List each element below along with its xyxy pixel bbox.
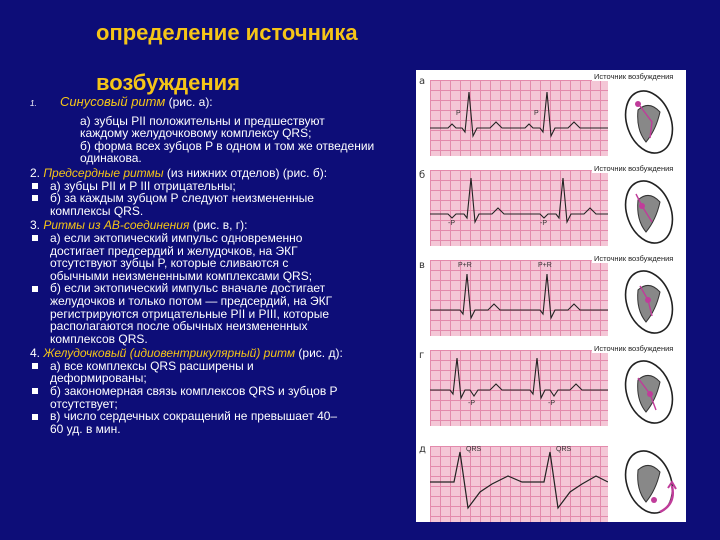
wave-marker: P+R (458, 262, 472, 269)
ecg-strip-d (416, 340, 686, 430)
section-1-heading (30, 96, 410, 111)
ecg-strip-e (416, 430, 686, 520)
s1-a-line1: а) зубцы PII положительны и предшествуют (80, 113, 325, 128)
s2-b-text: б) за каждым зубцом P следуют неизмененные (50, 191, 314, 206)
section-2-number: 2. (30, 165, 41, 180)
section-2-ref: (из нижних отделов) (рис. б): (163, 165, 328, 180)
wave-marker: P+R (538, 262, 552, 269)
source-label: Источник возбуждения (594, 254, 674, 263)
wave-marker: P (534, 110, 539, 117)
ecg-trace-image (430, 260, 608, 336)
s4-c-text: в) число сердечных сокращений не превышает 40– (50, 409, 338, 424)
s1-a-line2: каждому желудочковому комплексу QRS; (80, 126, 312, 141)
wave-marker: QRS (466, 446, 482, 453)
wave-marker: QRS (556, 446, 572, 453)
heart-diagram-icon (616, 442, 682, 518)
s4-c-line2: 60 уд. в мин. (50, 421, 121, 436)
section-3-ref: (рис. в, г): (189, 218, 248, 233)
bullet-icon (32, 286, 38, 292)
s4-a-line2: деформированы; (50, 371, 147, 386)
heart-diagram-icon (616, 82, 682, 158)
section-4-title: Желудочковый (идиовентрикулярный) ритм (43, 346, 296, 361)
title-line-1: определение источника (96, 20, 358, 45)
ecg-strip-a (416, 70, 686, 160)
strip-label: а (419, 76, 426, 87)
bullet-icon (32, 388, 38, 394)
strip-label: д (419, 444, 426, 455)
s3-b-text: б) если эктопический импульс вначале достигает (50, 281, 326, 296)
s4-b (30, 385, 410, 398)
bullet-icon (32, 195, 38, 201)
section-1-title: Синусовый ритм (60, 94, 166, 109)
s1-b-line1: б) форма всех зубцов P в одном и том же отведении (80, 138, 375, 153)
ecg-strip-c (416, 250, 686, 340)
s3-a-line2: достигает предсердий и желудочков, на ЭКГ (50, 243, 298, 258)
bullet-icon (32, 363, 38, 369)
wave-marker: -P (468, 400, 475, 407)
strip-label: б (419, 170, 426, 181)
slide-title (96, 8, 416, 108)
bullet-icon (32, 235, 38, 241)
wave-marker: -P (540, 220, 547, 227)
section-3-number: 3. (30, 218, 41, 233)
title-line-2: возбуждения (96, 70, 241, 95)
s3-a-text: а) если эктопический импульс одновременно (50, 230, 303, 245)
s4-c (30, 410, 410, 423)
bullet-icon (32, 414, 38, 420)
ecg-trace-image (430, 170, 608, 246)
section-2-title: Предсердные ритмы (43, 165, 164, 180)
ecg-figure (416, 70, 686, 522)
strip-label: в (419, 260, 425, 271)
wave-marker: P (456, 110, 461, 117)
wave-marker: -P (548, 400, 555, 407)
ecg-strip-b (416, 160, 686, 250)
heart-diagram-icon (616, 352, 682, 428)
s3-a-line3: отсутствуют зубцы P, которые сливаются с (50, 256, 289, 271)
s3-b-line3: регистрируются отрицательные PII и PIII, которые (50, 306, 330, 321)
s3-a-line4: обычными неизмененными комплексами QRS; (50, 268, 313, 283)
source-label: Источник возбуждения (594, 164, 674, 173)
s2-b (30, 192, 410, 205)
section-1-ref: (рис. а): (165, 95, 213, 109)
s4-a-text: а) все комплексы QRS расширены и (50, 358, 254, 373)
s4-b-text: б) закономерная связь комплексов QRS и зубцов P (50, 384, 338, 399)
heart-diagram-icon (616, 262, 682, 338)
s3-b-line2: желудочков и только потом — предсердий, на ЭКГ (50, 293, 333, 308)
source-label: Источник возбуждения (594, 344, 674, 353)
ecg-trace-image (430, 80, 608, 156)
heart-diagram-icon (616, 172, 682, 248)
ecg-trace-image (430, 350, 608, 426)
s1-b-line2: одинакова. (80, 151, 142, 166)
s2-a-text: а) зубцы PII и P III отрицательны; (50, 178, 236, 193)
section-3-title: Ритмы из АВ-соединения (43, 218, 190, 233)
source-label: Источник возбуждения (594, 72, 674, 81)
s2-b-line2: комплексы QRS. (50, 203, 144, 218)
s3-a (30, 232, 410, 245)
ecg-trace-image (430, 446, 608, 522)
section-4-ref: (рис. д): (295, 346, 343, 361)
s3-b-line5: комплексов QRS. (50, 331, 148, 346)
slide-body (30, 96, 410, 435)
wave-marker: -P (448, 220, 455, 227)
s4-b-line2: отсутствует; (50, 396, 118, 411)
s3-b-line4: располагаются после обычных неизмененных (50, 319, 308, 334)
section-1-number: 1. (30, 99, 37, 108)
bullet-icon (32, 183, 38, 189)
strip-label: г (419, 350, 425, 361)
section-4-number: 4. (30, 346, 41, 361)
